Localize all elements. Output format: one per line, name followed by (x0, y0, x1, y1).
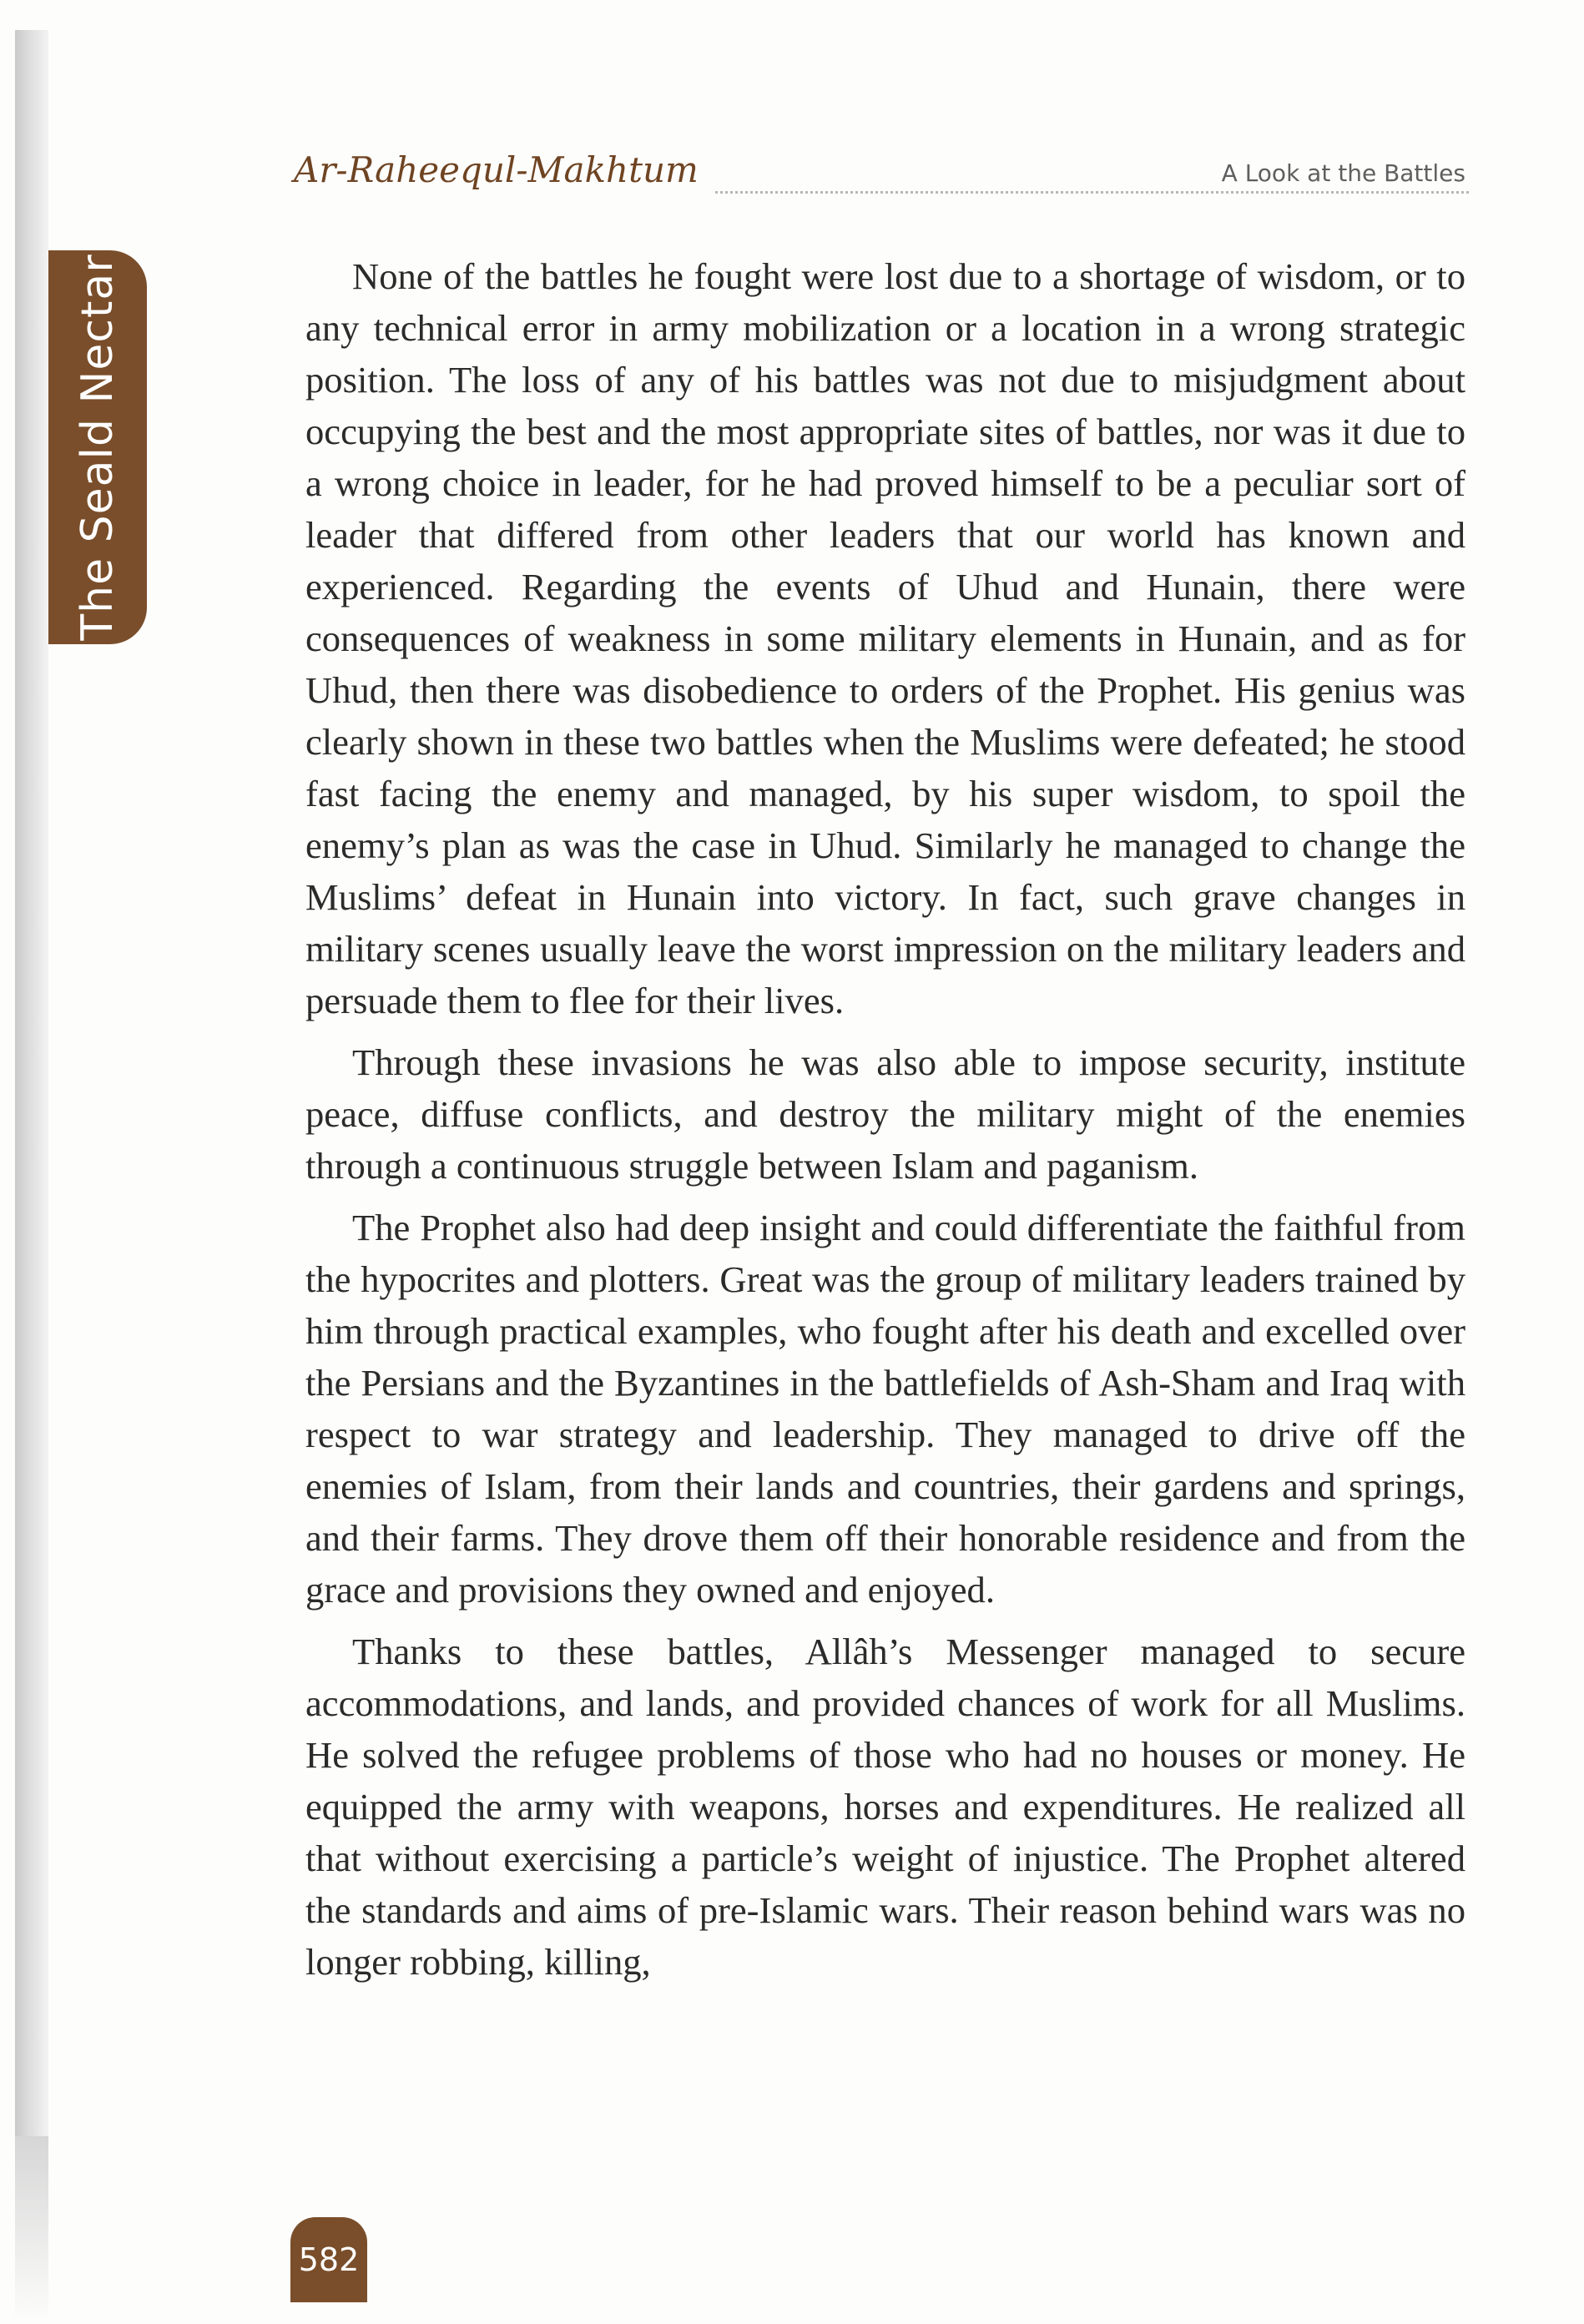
page-number-badge: 582 (290, 2217, 367, 2302)
paragraph: The Prophet also had deep insight and could differentiate the faithful from the hypocrites and plotters. Great was the group of military leaders trained by him through practical examples, who fought after his death and excelled over the Persians and the Byzantines in the battlefields of Ash-Sham and Iraq with respect to war strategy and leadership. They managed to drive off the enemies of Islam, from their lands and countries, their gardens and springs, and their farms. They drove them off their honorable residence and from the grace and provisions they owned and enjoyed. (305, 1207, 1465, 1611)
section-title: A Look at the Battles (1221, 159, 1465, 187)
side-tab-label: The Seald Nectar (73, 254, 123, 641)
page-gutter-shadow (15, 30, 48, 2166)
book-title: Ar-Raheequl-Makhtum (294, 149, 699, 190)
header-dotted-rule (715, 191, 1469, 194)
paragraph: Through these invasions he was also able to impose security, institute peace, diffuse conflicts, and destroy the military might of the enemies through a continuous struggle between Islam and paganism. (305, 1041, 1465, 1187)
paragraph: Thanks to these battles, Allâh’s Messenger managed to secure accommodations, and lands, and provided chances of work for all Muslims. He solved the refugee problems of those who had no houses or money. He equipped the army with weapons, horses and expenditures. He realized all that without exercising a particle’s weight of injustice. The Prophet altered the standards and aims of pre-Islamic wars. Their reason behind wars was no longer robbing, killing, (305, 1631, 1465, 1983)
page-gutter-fade (15, 2136, 48, 2324)
running-header (294, 140, 1469, 194)
body-text (305, 250, 1465, 1998)
paragraph: None of the battles he fought were lost due to a shortage of wisdom, or to any technical error in army mobilization or a location in a wrong strategic position. The loss of any of his battles was not due to misjudgment about occupying the best and the most appropriate sites of battles, nor was it due to a wrong choice in leader, for he had proved himself to be a peculiar sort of leader that differed from other leaders that our world has known and experienced. Regarding the events of Uhud and Hunain, there were consequences of weakness in some military elements in Hunain, and as for Uhud, then there was disobedience to orders of the Prophet. His genius was clearly shown in these two battles when the Muslims were defeated; he stood fast facing the enemy and managed, by his super wisdom, to spoil the enemy’s plan as was the case in Uhud. Similarly he managed to change the Muslims’ defeat in Hunain into victory. In fact, such grave changes in military scenes usually leave the worst impression on the military leaders and persuade them to flee for their lives. (305, 255, 1465, 1021)
